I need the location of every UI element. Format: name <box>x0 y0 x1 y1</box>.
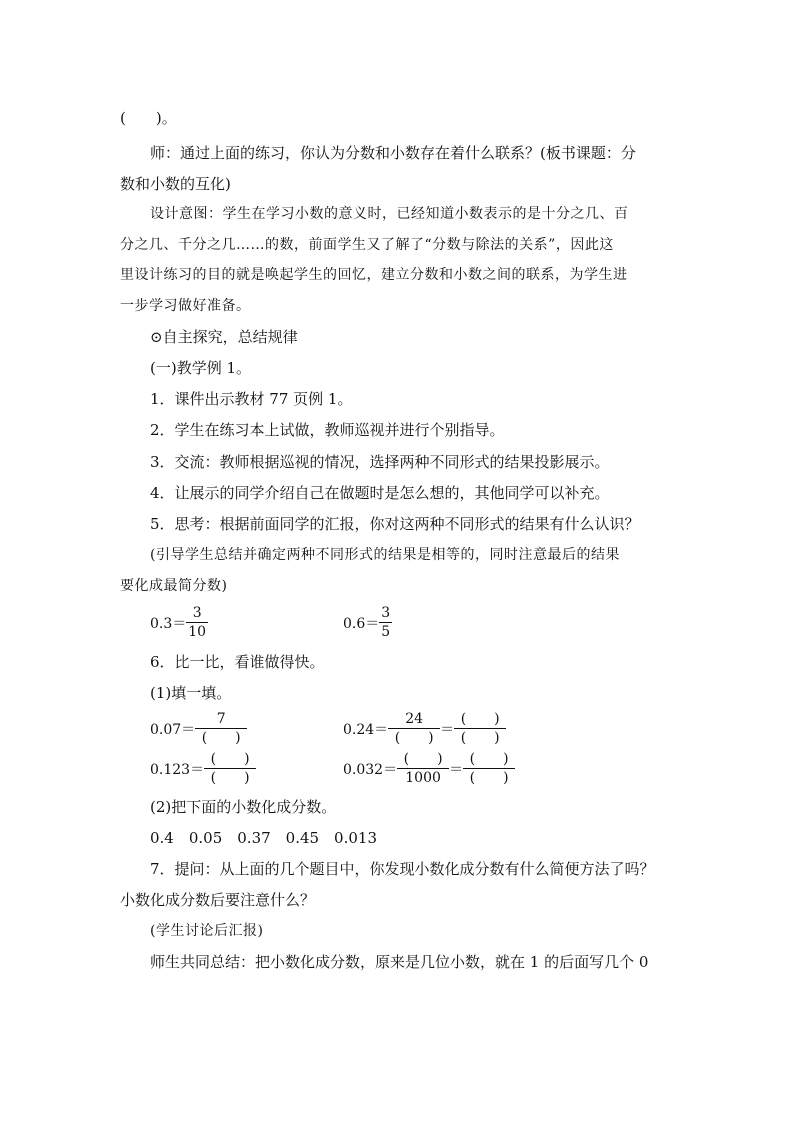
numerator: 7 <box>216 711 226 727</box>
denominator: 1000 <box>397 768 449 787</box>
numerator: ( ) <box>460 711 500 727</box>
numerator: 3 <box>381 605 391 621</box>
equals-sign: ＝ <box>449 761 464 778</box>
design-intent-line: 里设计练习的目的就是唤起学生的回忆，建立分数和小数之间的联系，为学生进 <box>120 267 628 283</box>
fraction <box>463 750 515 787</box>
equation-lhs: 0.24＝ <box>343 721 389 738</box>
denominator: 10 <box>188 624 207 640</box>
exercise-heading: (2)把下面的小数化成分数。 <box>150 798 337 816</box>
blank-answer-line: ( )。 <box>120 109 177 127</box>
step-line: 5．思考：根据前面同学的汇报，你对这两种不同形式的结果有什么认识？ <box>150 515 640 533</box>
step-line: 2．学生在练习本上试做，教师巡视并进行个别指导。 <box>150 421 505 439</box>
equation-lhs: 0.123＝ <box>150 761 205 778</box>
exercise-heading: (1)填一填。 <box>150 684 232 702</box>
step-line: 4．让展示的同学介绍自己在做题时是怎么想的，其他同学可以补充。 <box>150 484 610 502</box>
summary-line: 师生共同总结：把小数化成分数，原来是几位小数，就在 1 的后面写几个 0 <box>150 953 649 971</box>
report-note: (学生讨论后汇报) <box>150 923 264 939</box>
equation <box>150 604 208 641</box>
fraction <box>397 750 449 787</box>
equation <box>343 604 392 641</box>
numerator: ( ) <box>403 751 443 767</box>
step-line-cont: 小数化成分数后要注意什么？ <box>120 891 316 909</box>
numerator: ( ) <box>469 751 509 767</box>
teacher-question-line-cont: 数和小数的互化) <box>120 175 231 193</box>
equation-lhs: 0.07＝ <box>150 721 196 738</box>
equation-lhs: 0.032＝ <box>343 761 398 778</box>
guidance-note-line: 要化成最简分数) <box>120 578 228 594</box>
denominator: ( ) <box>454 728 506 747</box>
design-intent-line: 设计意图：学生在学习小数的意义时，已经知道小数表示的是十分之几、百 <box>150 206 629 222</box>
teacher-question-line: 师：通过上面的练习，你认为分数和小数存在着什么联系？(板书课题：分 <box>150 144 636 162</box>
step-line: 6．比一比，看谁做得快。 <box>150 653 325 671</box>
decimal-list: 0.4 0.05 0.37 0.45 0.013 <box>150 829 377 847</box>
denominator: 5 <box>381 624 391 640</box>
denominator: ( ) <box>463 768 515 787</box>
fraction <box>204 750 256 787</box>
fraction <box>388 710 440 747</box>
fraction <box>186 604 208 641</box>
equation <box>150 710 247 747</box>
fraction <box>195 710 247 747</box>
equation-lhs: 0.6＝ <box>343 615 380 632</box>
denominator: ( ) <box>195 728 247 747</box>
denominator: ( ) <box>204 768 256 787</box>
section-heading: ⊙自主探究，总结规律 <box>150 328 298 346</box>
subsection-heading: (一)教学例 1。 <box>150 359 252 377</box>
fraction <box>379 604 392 641</box>
equation <box>150 750 256 787</box>
step-line: 7．提问：从上面的几个题目中，你发现小数化成分数有什么简便方法了吗？ <box>150 860 655 878</box>
denominator: ( ) <box>388 728 440 747</box>
numerator: 3 <box>192 605 202 621</box>
fraction <box>454 710 506 747</box>
equals-sign: ＝ <box>440 721 455 738</box>
design-intent-line: 分之几、千分之几……的数，前面学生又了解了“分数与除法的关系”，因此这 <box>120 237 614 253</box>
equation <box>343 750 515 787</box>
numerator: 24 <box>405 711 424 727</box>
design-intent-line: 一步学习做好准备。 <box>120 298 251 314</box>
numerator: ( ) <box>210 751 250 767</box>
equation-lhs: 0.3＝ <box>150 615 187 632</box>
guidance-note-line: (引导学生总结并确定两种不同形式的结果是相等的，同时注意最后的结果 <box>150 547 620 563</box>
step-line: 1．课件出示教材 77 页例 1。 <box>150 390 353 408</box>
equation <box>343 710 506 747</box>
step-line: 3．交流：教师根据巡视的情况，选择两种不同形式的结果投影展示。 <box>150 453 610 471</box>
